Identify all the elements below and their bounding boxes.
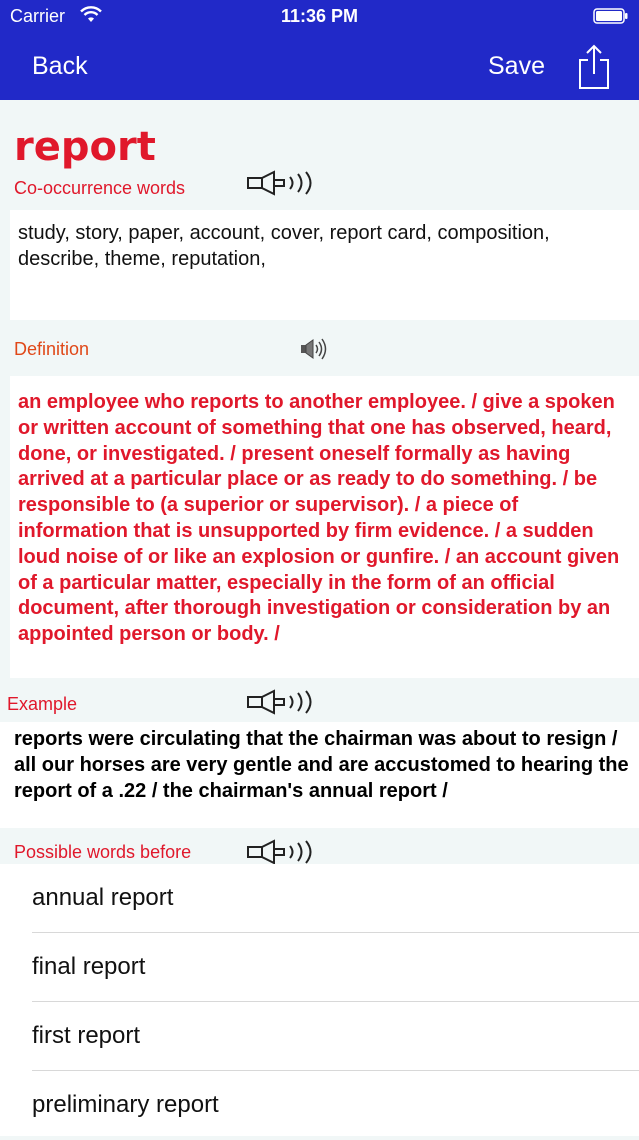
speaker-icon[interactable] — [246, 170, 322, 196]
save-button[interactable]: Save — [488, 52, 545, 80]
battery-icon — [593, 8, 629, 24]
word-title: report — [14, 124, 156, 170]
example-label: Example — [7, 694, 78, 714]
cooccurrence-label: Co-occurrence words — [14, 178, 186, 198]
speaker-icon[interactable] — [246, 689, 322, 715]
list-item-label: preliminary report — [32, 1091, 219, 1118]
carrier-label: Carrier — [10, 6, 66, 26]
list-item[interactable] — [0, 1002, 639, 1071]
speaker-small-icon[interactable] — [300, 337, 328, 361]
list-item-label: final report — [32, 953, 146, 980]
list-item-label: annual report — [32, 884, 174, 911]
list-item[interactable] — [0, 864, 639, 933]
possible-words-before-label: Possible words before — [14, 842, 192, 862]
status-bar — [0, 0, 639, 34]
example-box[interactable] — [0, 722, 639, 828]
cooccurrence-text: study, story, paper, account, cover, report card, composition, describe, theme, reputation, — [18, 222, 550, 270]
cooccurrence-box — [10, 210, 639, 320]
list-item[interactable] — [0, 933, 639, 1002]
speaker-icon[interactable] — [246, 839, 322, 865]
definition-box — [10, 376, 639, 678]
nav-bar — [0, 34, 639, 100]
possible-words-list — [0, 864, 639, 1136]
share-icon[interactable] — [576, 42, 612, 90]
clock: 11:36 PM — [280, 6, 359, 26]
example-text: reports were circulating that the chairman was about to resign / all our horses are very gentle and are accustomed to hearing the report of a .22 / the chairman's annual report / — [14, 728, 629, 802]
list-item-label: first report — [32, 1022, 141, 1049]
definition-text: an employee who reports to another employee. / give a spoken or written account of something that one has observed, heard, done, or investigated. / present oneself formally as having arrived at a particular place or as ready to do something. / be responsible to (a superior or supervisor). / a piece of information that is unsupported by firm evidence. / a sudden loud noise of or like an explosion or gunfire. / an account given of a particular matter, especially in the form of an official document, after thorough investigation or consideration by an appointed person or body. / — [18, 391, 620, 646]
back-button[interactable]: Back — [32, 52, 88, 80]
list-item[interactable] — [0, 1071, 639, 1140]
definition-label: Definition — [14, 339, 90, 359]
